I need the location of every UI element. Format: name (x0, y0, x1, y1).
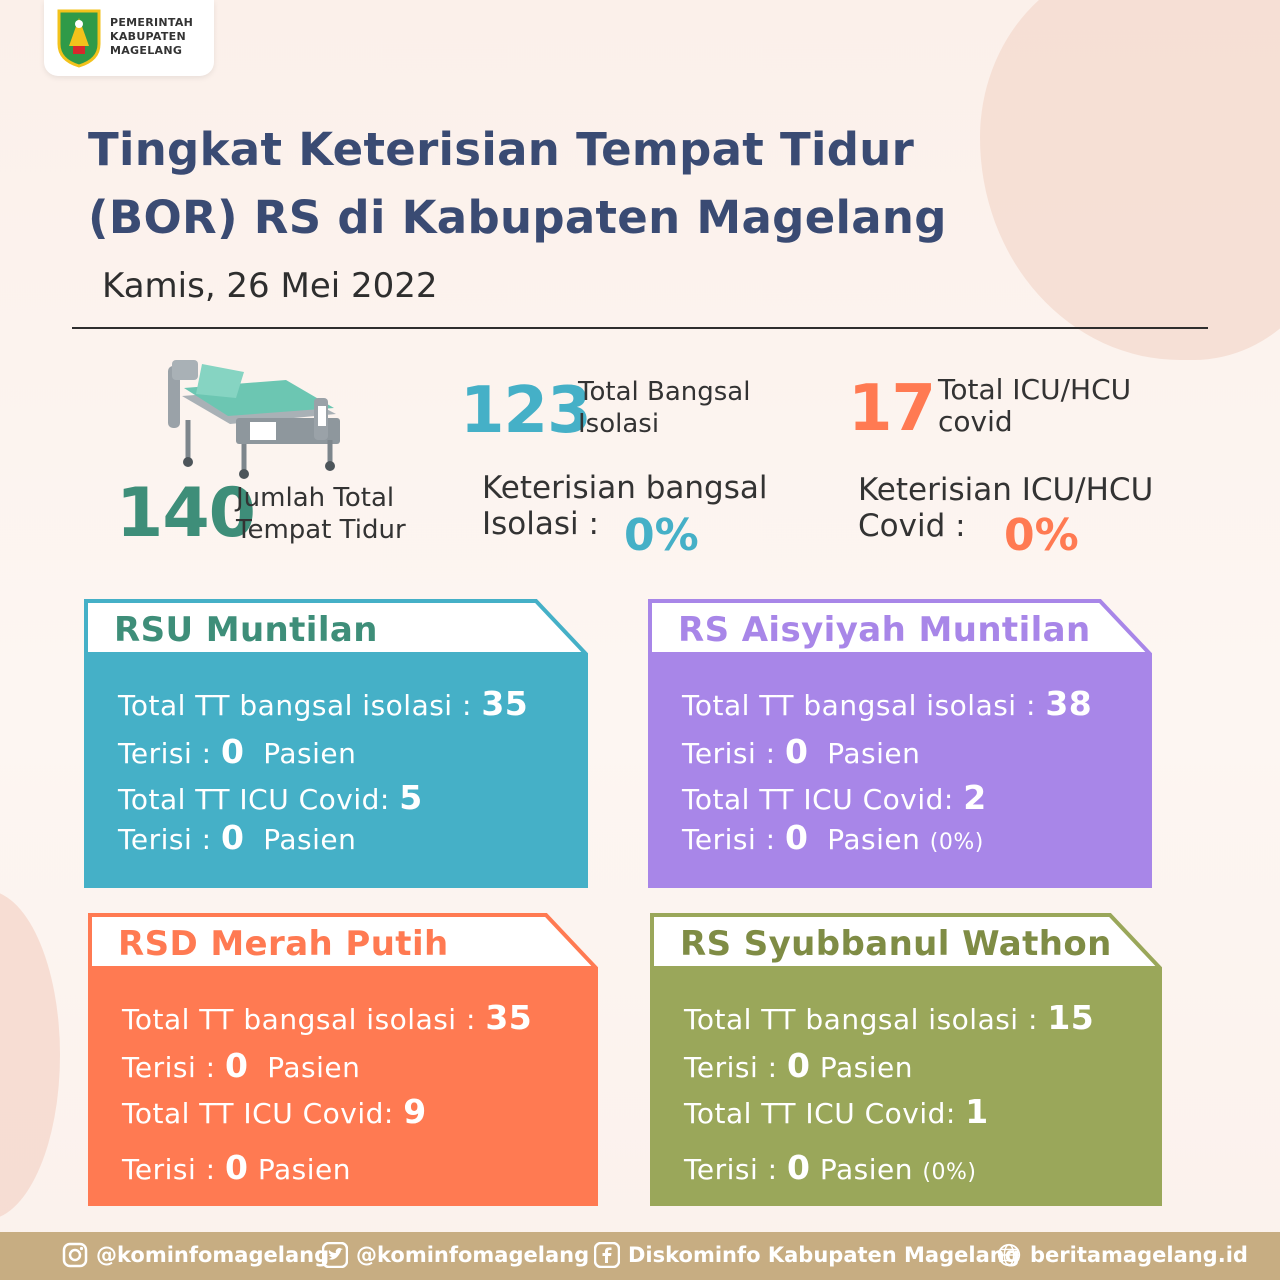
icu-beds-line: Total TT ICU Covid: 1 (684, 1092, 989, 1131)
icu-occupied-line: Terisi : 0 Pasien (0%) (682, 818, 984, 857)
report-date: Kamis, 26 Mei 2022 (102, 266, 438, 306)
hospital-name: RS Syubbanul Wathon (680, 924, 1112, 964)
twitter-handle: @kominfomagelang (356, 1243, 590, 1267)
icu-occupancy-percent: (0%) (922, 1160, 977, 1185)
hospital-card-rs-aisyiyah-muntilan (648, 598, 1152, 888)
icu-beds-line: Total TT ICU Covid: 9 (122, 1092, 427, 1131)
isolation-occupied-line: Terisi : 0 Pasien (684, 1046, 913, 1085)
icu-occupancy-value: 0% (1004, 510, 1079, 561)
isolation-occupancy-label: Keterisian bangsal Isolasi : (482, 470, 768, 542)
icu-beds-value: 5 (399, 778, 423, 817)
isolation-occupied-line: Terisi : 0 Pasien (122, 1046, 361, 1085)
hospital-card-rs-syubbanul-wathon (650, 912, 1162, 1206)
icu-occupancy-label: Keterisian ICU/HCU Covid : (858, 472, 1154, 544)
isolation-occupied-line: Terisi : 0 Pasien (118, 732, 357, 771)
hospital-bed-icon (166, 358, 346, 480)
instagram-icon (62, 1242, 88, 1268)
facebook-page: Diskominfo Kabupaten Magelang (628, 1243, 1020, 1267)
title-line-2: (BOR) RS di Kabupaten Magelang (88, 191, 947, 244)
footer-instagram[interactable] (62, 1242, 329, 1268)
isolation-beds-line: Total TT bangsal isolasi : 38 (682, 684, 1093, 723)
icu-occupancy-percent: (0%) (929, 830, 984, 855)
icu-beds-line: Total TT ICU Covid: 5 (118, 778, 423, 817)
kabupaten-magelang-emblem-icon (56, 8, 102, 68)
isolation-beds-line: Total TT bangsal isolasi : 35 (122, 998, 533, 1037)
isolation-beds-value: 35 (485, 998, 533, 1037)
icu-occupied-line: Terisi : 0 Pasien (122, 1148, 351, 1187)
card-body (648, 654, 1152, 888)
decorative-blob-top-right (980, 0, 1280, 360)
isolation-total-label: Total Bangsal Isolasi (578, 377, 751, 439)
icu-occupied-line: Terisi : 0 Pasien (118, 818, 357, 857)
icu-occupied-line: Terisi : 0 Pasien (0%) (684, 1148, 977, 1187)
isolation-beds-value: 15 (1047, 998, 1095, 1037)
total-beds-label: Jumlah Total Tempat Tidur (236, 483, 406, 545)
isolation-beds-line: Total TT bangsal isolasi : 15 (684, 998, 1095, 1037)
icu-total-number: 17 (848, 372, 936, 446)
isolation-total-number: 123 (460, 374, 591, 448)
hospital-card-rsu-muntilan (84, 598, 588, 888)
icu-beds-value: 9 (403, 1092, 427, 1131)
icu-beds-value: 1 (965, 1092, 989, 1131)
total-beds-number: 140 (116, 474, 255, 553)
footer-twitter[interactable] (322, 1242, 589, 1268)
footer-website[interactable] (996, 1242, 1248, 1268)
page-title (88, 116, 947, 252)
icu-beds-value: 2 (963, 778, 987, 817)
card-body (88, 968, 598, 1206)
twitter-icon (322, 1242, 348, 1268)
hospital-name: RS Aisyiyah Muntilan (678, 610, 1091, 650)
icu-total-label: Total ICU/HCU covid (938, 373, 1132, 438)
logo-text: PEMERINTAH KABUPATEN MAGELANG (110, 16, 194, 57)
header-divider (72, 327, 1208, 329)
card-body (650, 968, 1162, 1206)
card-body (84, 654, 588, 888)
isolation-occupied-line: Terisi : 0 Pasien (682, 732, 921, 771)
isolation-beds-line: Total TT bangsal isolasi : 35 (118, 684, 529, 723)
hospital-name: RSU Muntilan (114, 610, 378, 650)
isolation-beds-value: 38 (1045, 684, 1093, 723)
social-media-footer (0, 1232, 1280, 1280)
facebook-icon (594, 1242, 620, 1268)
hospital-card-rsd-merah-putih (88, 912, 598, 1206)
isolation-beds-value: 35 (481, 684, 529, 723)
title-line-1: Tingkat Keterisian Tempat Tidur (88, 123, 915, 176)
website-url: beritamagelang.id (1030, 1243, 1248, 1267)
isolation-occupancy-value: 0% (624, 510, 699, 561)
icu-beds-line: Total TT ICU Covid: 2 (682, 778, 987, 817)
globe-icon (996, 1242, 1022, 1268)
hospital-name: RSD Merah Putih (118, 924, 449, 964)
government-logo-badge (44, 0, 214, 76)
decorative-blob-bottom-left (0, 890, 60, 1220)
footer-facebook[interactable] (594, 1242, 1020, 1268)
instagram-handle: @kominfomagelang (96, 1243, 330, 1267)
